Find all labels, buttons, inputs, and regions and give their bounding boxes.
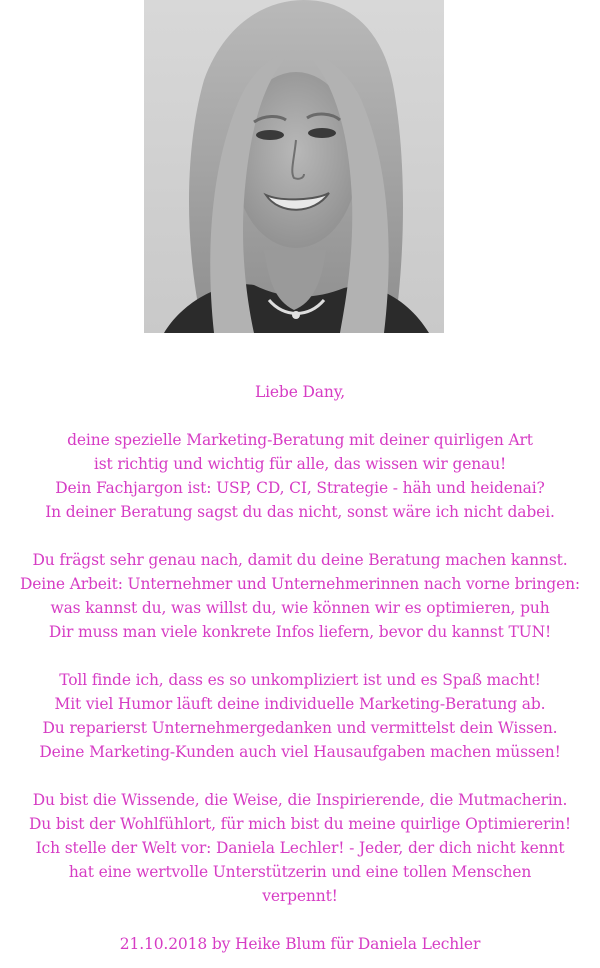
stanza-3-line-3: Du reparierst Unternehmergedanken und vermittelst dein Wissen.: [42, 719, 558, 737]
stanza-gap: [0, 644, 600, 668]
stanza-4-line-4: hat eine wertvolle Unterstützerin und eine tollen Menschen: [68, 863, 532, 881]
stanza-gap: [0, 908, 600, 932]
stanza-4-line-3: Ich stelle der Welt vor: Daniela Lechler! - Jeder, der dich nicht kennt: [35, 839, 565, 857]
stanza-4-line-5: verpennt!: [262, 887, 338, 905]
stanza-1-line-3: Dein Fachjargon ist: USP, CD, CI, Strategie - häh und heidenai?: [55, 479, 545, 497]
stanza-3-line-4: Deine Marketing-Kunden auch viel Hausaufgaben machen müssen!: [39, 743, 561, 761]
stanza-3-line-1: Toll finde ich, dass es so unkompliziert ist und es Spaß macht!: [59, 671, 541, 689]
stanza-2-line-3: was kannst du, was willst du, wie können wir es optimieren, puh: [50, 599, 550, 617]
stanza-gap: [0, 764, 600, 788]
stanza-1-line-4: In deiner Beratung sagst du das nicht, sonst wäre ich nicht dabei.: [45, 503, 555, 521]
dedication-poem: [0, 380, 600, 956]
stanza-2-line-4: Dir muss man viele konkrete Infos liefern, bevor du kannst TUN!: [48, 623, 552, 641]
signature-footer: 21.10.2018 by Heike Blum für Daniela Lechler: [119, 935, 481, 953]
portrait-photo: [144, 0, 444, 333]
stanza-1-line-2: ist richtig und wichtig für alle, das wissen wir genau!: [93, 455, 507, 473]
stanza-2-line-1: Du frägst sehr genau nach, damit du deine Beratung machen kannst.: [32, 551, 568, 569]
greeting: Liebe Dany,: [254, 383, 346, 401]
stanza-4-line-1: Du bist die Wissende, die Weise, die Inspirierende, die Mutmacherin.: [32, 791, 568, 809]
stanza-gap: [0, 524, 600, 548]
stanza-3-line-2: Mit viel Humor läuft deine individuelle Marketing-Beratung ab.: [54, 695, 546, 713]
stanza-gap: [0, 404, 600, 428]
stanza-4-line-2: Du bist der Wohlfühlort, für mich bist du meine quirlige Optimiererin!: [29, 815, 571, 833]
stanza-1-line-1: deine spezielle Marketing-Beratung mit deiner quirligen Art: [67, 431, 533, 449]
stanza-2-line-2: Deine Arbeit: Unternehmer und Unternehmerinnen nach vorne bringen:: [19, 575, 581, 593]
